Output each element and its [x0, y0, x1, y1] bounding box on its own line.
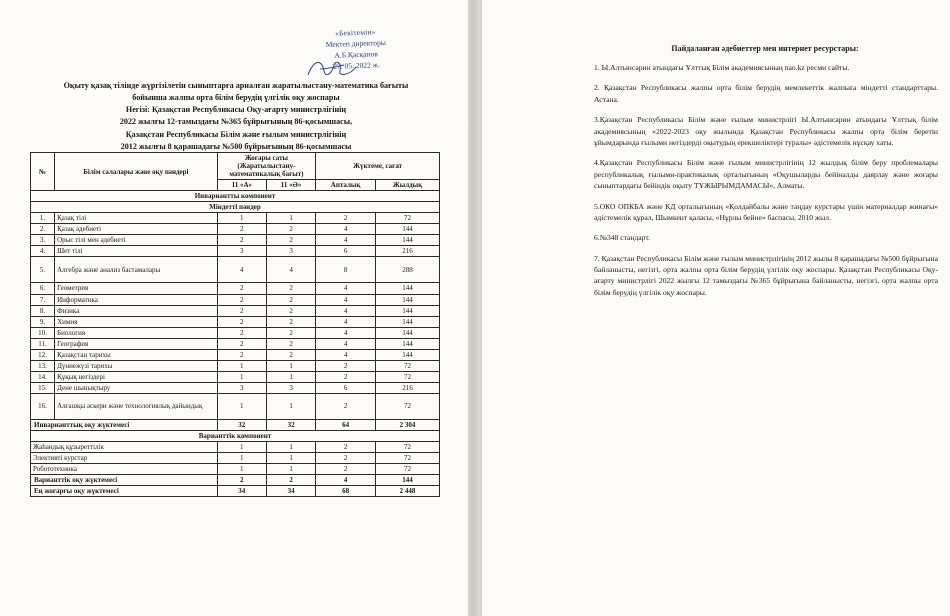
table-row: [31, 327, 440, 338]
cell-subject: Орыс тілі мен әдебиеті: [55, 235, 218, 246]
cell-yearly: 144: [375, 224, 439, 235]
cell-label: Варианттік оқу жүктемесі: [31, 475, 218, 486]
cell-yearly: 144: [375, 305, 439, 316]
cell-weekly: 4: [316, 305, 376, 316]
cell-a: 1: [217, 371, 266, 382]
cell-yearly: 216: [375, 246, 439, 257]
cell-a: 2: [217, 283, 266, 294]
cell-number: 4.: [31, 246, 55, 257]
cell-weekly: 4: [316, 316, 376, 327]
cell-weekly: 4: [316, 349, 376, 360]
cell-subject: Дене шынықтыру: [55, 382, 218, 393]
cell-a: 2: [217, 305, 266, 316]
cell-weekly: 2: [316, 213, 376, 224]
cell-subject: Алгебра және анализ бастамалары: [55, 257, 218, 283]
cell-number: 5.: [31, 257, 55, 283]
table-row: [31, 283, 440, 294]
heading-line-1: Оқыту қазақ тілінде жүргізілетін сыныптарға арналған жаратылыстану-математика бағыты: [63, 81, 409, 90]
cell-b: 2: [266, 475, 315, 486]
row-variant-total: [31, 475, 440, 486]
table-row: [31, 235, 440, 246]
cell-yearly: 144: [375, 338, 439, 349]
table-row: [31, 360, 440, 371]
th-load: Жүктеме, сағат: [316, 153, 440, 180]
cell-weekly: 2: [316, 360, 376, 371]
cell-weekly: 4: [316, 294, 376, 305]
cell-subject: Геометрия: [55, 283, 218, 294]
cell-subject: Физика: [55, 305, 218, 316]
stamp-date: 27. 05. 2022 ж.: [333, 59, 380, 71]
cell-weekly: 64: [316, 419, 376, 430]
cell-subject: Қазақстан тарихы: [55, 349, 218, 360]
cell-subject: Шет тілі: [55, 246, 218, 257]
cell-subject: География: [55, 338, 218, 349]
cell-yearly: 72: [375, 393, 439, 419]
reference-item: 6.№348 стандарт.: [594, 233, 651, 243]
cell-weekly: 4: [316, 224, 376, 235]
cell-weekly: 4: [316, 475, 376, 486]
cell-a: 34: [217, 486, 266, 497]
cell-yearly: 144: [375, 283, 439, 294]
cell-a: 4: [217, 257, 266, 283]
cell-a: 1: [217, 453, 266, 464]
th-group: Жоғары саты (Жаратылыстану-математикалық бағыт): [217, 153, 316, 180]
th-subject: Білім салалары және оқу пәндері: [55, 153, 218, 191]
cell-subject: Дүниежүзі тарихы: [55, 360, 218, 371]
heading-line-6: 2012 жылғы 8 қарашадағы №500 бұйрығының 86-қосымшасы: [120, 141, 352, 151]
cell-weekly: 8: [316, 257, 376, 283]
cell-yearly: 72: [375, 371, 439, 382]
cell-a: 32: [217, 419, 266, 430]
cell-yearly: 72: [375, 442, 439, 453]
cell-yearly: 2 448: [375, 486, 439, 497]
cell-weekly: 4: [316, 283, 376, 294]
cell-a: 3: [217, 382, 266, 393]
cell-a: 2: [217, 224, 266, 235]
cell-subject: Қазақ тілі: [55, 213, 218, 224]
cell-b: 1: [266, 464, 315, 475]
heading-line-2: бойынша жалпы орта білім берудің үлгілік оқу жоспары: [132, 93, 340, 103]
cell-weekly: 2: [316, 371, 376, 382]
cell-a: 1: [217, 464, 266, 475]
table-row: [31, 246, 440, 257]
cell-a: 2: [217, 338, 266, 349]
cell-number: 6.: [31, 283, 55, 294]
row-invariant-total: [31, 419, 440, 430]
cell-a: 1: [217, 393, 266, 419]
table-row: [31, 371, 440, 382]
cell-b: 2: [266, 316, 315, 327]
band-variant: Варианттік компонент: [31, 430, 440, 441]
cell-label: Инварианттық оқу жүктемесі: [31, 419, 218, 430]
reference-item: 4.Қазақстан Республикасы Білім және ғылым министрлігінің 12 жылдық білім беру проблемалары республикалық ғылыми-практикалық орталығының «Оқушыларды бейіналды даярлау және жоғары сыныптардағы бейіндік оқыту ТҰЖЫРЫМДАМАСЫ», Алматы.: [594, 158, 938, 191]
table-row: [31, 305, 440, 316]
cell-number: 3.: [31, 235, 55, 246]
cell-b: 3: [266, 382, 315, 393]
cell-weekly: 2: [316, 393, 376, 419]
table-row: [31, 294, 440, 305]
row-grand-total: [31, 486, 440, 497]
table-row-variant: [31, 464, 440, 475]
table-row: [31, 393, 440, 419]
cell-yearly: 72: [375, 360, 439, 371]
cell-weekly: 68: [316, 486, 376, 497]
table-row: [31, 316, 440, 327]
cell-b: 1: [266, 442, 315, 453]
cell-b: 2: [266, 294, 315, 305]
cell-subject: Құқық негіздері: [55, 371, 218, 382]
th-yearly: Жылдық: [375, 180, 439, 191]
stamp-line-2: Мектеп директоры: [325, 37, 386, 49]
cell-number: 16.: [31, 393, 55, 419]
cell-b: 3: [266, 246, 315, 257]
cell-subject: Химия: [55, 316, 218, 327]
cell-b: 2: [266, 349, 315, 360]
table-row-variant: [31, 453, 440, 464]
cell-b: 34: [266, 486, 315, 497]
cell-number: 12.: [31, 349, 55, 360]
cell-number: 14.: [31, 371, 55, 382]
cell-subject: Элективті курстар: [31, 453, 218, 464]
cell-a: 1: [217, 213, 266, 224]
cell-a: 3: [217, 246, 266, 257]
reference-item: 7. Қазақстан Республикасы Білім және ғылым министрлігінің 2012 жылы 8 қарашадағы №500 бұйрығына байланысты, негізгі, орта жалпы орта білім берудің үлгілік оқу жоспары. Қазақстан Республикасы Оқу-ағарту министрлігі 2022 жылғы 12 тамыздағы №365 бұйрығына байланысты, негізгі, орта жалпы орта білім берудің үлгілік оқу жоспары.: [594, 253, 938, 297]
th-number: №: [31, 153, 55, 191]
cell-weekly: 2: [316, 464, 376, 475]
cell-a: 2: [217, 349, 266, 360]
cell-number: 2.: [31, 224, 55, 235]
cell-a: 2: [217, 327, 266, 338]
cell-yearly: 216: [375, 382, 439, 393]
reference-item: 1. Ы.Алтынсарин атындағы Ұлттық Білім академиясының nao.kz ресми сайты.: [594, 63, 850, 72]
cell-weekly: 4: [316, 338, 376, 349]
cell-subject: Биология: [55, 327, 218, 338]
left-heading: [38, 80, 434, 153]
table-row: [31, 213, 440, 224]
cell-yearly: 144: [375, 316, 439, 327]
table-row: [31, 349, 440, 360]
th-weekly: Апталық: [316, 180, 376, 191]
band-required: Міндетті пәндер: [31, 202, 440, 213]
cell-yearly: 144: [375, 294, 439, 305]
signature-mark: [300, 57, 420, 79]
cell-b: 32: [266, 419, 315, 430]
cell-weekly: 4: [316, 235, 376, 246]
cell-a: 2: [217, 294, 266, 305]
cell-number: 11.: [31, 338, 55, 349]
stamp-line-3: А.Б.Қасқанов: [334, 48, 379, 60]
cell-label: Ең жоғарғы оқу жүктемесі: [31, 486, 218, 497]
references-list: [594, 62, 938, 307]
cell-number: 1.: [31, 213, 55, 224]
cell-yearly: 144: [375, 475, 439, 486]
table-row: [31, 224, 440, 235]
cell-number: 7.: [31, 294, 55, 305]
cell-b: 1: [266, 213, 315, 224]
cell-weekly: 2: [316, 442, 376, 453]
cell-b: 1: [266, 360, 315, 371]
cell-weekly: 6: [316, 382, 376, 393]
heading-line-4: 2022 жылғы 12-тамыздағы №365 бұйрығының 86-қосымшасы,: [119, 117, 353, 127]
cell-yearly: 72: [375, 453, 439, 464]
cell-b: 2: [266, 305, 315, 316]
th-col-a: 11 «А»: [217, 180, 266, 191]
cell-a: 2: [217, 316, 266, 327]
cell-subject: Қазақ әдебиеті: [55, 224, 218, 235]
cell-b: 2: [266, 327, 315, 338]
table-row: [31, 338, 440, 349]
table-row: [31, 382, 440, 393]
table-row: [31, 257, 440, 283]
cell-subject: Информатика: [55, 294, 218, 305]
cell-b: 1: [266, 371, 315, 382]
table-row-variant: [31, 442, 440, 453]
references-title: Пайдаланған әдебиеттер мен интернет ресурстары:: [671, 44, 859, 53]
cell-a: 2: [217, 475, 266, 486]
cell-subject: Жаһандық құзыреттілік: [31, 442, 218, 453]
cell-b: 2: [266, 283, 315, 294]
cell-number: 13.: [31, 360, 55, 371]
curriculum-table: [30, 152, 440, 497]
cell-number: 15.: [31, 382, 55, 393]
cell-b: 2: [266, 224, 315, 235]
cell-yearly: 2 304: [375, 419, 439, 430]
cell-weekly: 4: [316, 327, 376, 338]
cell-b: 2: [266, 235, 315, 246]
th-col-b: 11 «Ә»: [266, 180, 315, 191]
cell-yearly: 72: [375, 213, 439, 224]
stamp-line-1: «Бекітемін»: [334, 27, 376, 38]
cell-yearly: 144: [375, 235, 439, 246]
heading-line-5: Қазақстан Республикасы Білім және ғылым министрлігінің: [125, 129, 347, 139]
cell-a: 1: [217, 360, 266, 371]
cell-a: 1: [217, 442, 266, 453]
cell-yearly: 144: [375, 349, 439, 360]
cell-subject: Робототехника: [31, 464, 218, 475]
cell-yearly: 72: [375, 464, 439, 475]
reference-item: 5.ОКО ОПКБА және КД орталығының «Қолдайбалы және таңдау курстары үшін материалдар жинағы» әдістемелік құрал, Шымкент қаласы, «Нұрлы бейне» баспасы, 2010 жыл.: [594, 201, 938, 222]
cell-number: 9.: [31, 316, 55, 327]
cell-b: 2: [266, 338, 315, 349]
cell-b: 4: [266, 257, 315, 283]
cell-number: 10.: [31, 327, 55, 338]
cell-b: 1: [266, 393, 315, 419]
cell-yearly: 144: [375, 327, 439, 338]
cell-yearly: 288: [375, 257, 439, 283]
cell-b: 1: [266, 453, 315, 464]
cell-subject: Алғашқы әскери және технологиялық дайындық: [55, 393, 218, 419]
cell-weekly: 2: [316, 453, 376, 464]
heading-line-3: Негізі: Қазақстан Республикасы Оқу-ағарту министрлігінің: [125, 105, 347, 115]
reference-item: 2. Қазақстан Республикасы жалпы орта білім берудің мемлекеттік жалпыға міндетті стандарттары. Астана.: [594, 83, 938, 104]
band-invariant: Инвариантты компонент: [31, 191, 440, 202]
cell-weekly: 6: [316, 246, 376, 257]
cell-number: 8.: [31, 305, 55, 316]
cell-a: 2: [217, 235, 266, 246]
reference-item: 3.Қазақстан Республикасы Білім және ғылым министрлігі Ы.Алтынсарин атындағы Ұлттық білім академиясының «2022-2023 оқу жылында Қазақстан Республикасы жалпы орта білім беретін ұйымдарында ғылыми негіздерді оқытудың ерекшеліктері туралы» әдістемелік нұсқау хаты.: [594, 115, 938, 147]
